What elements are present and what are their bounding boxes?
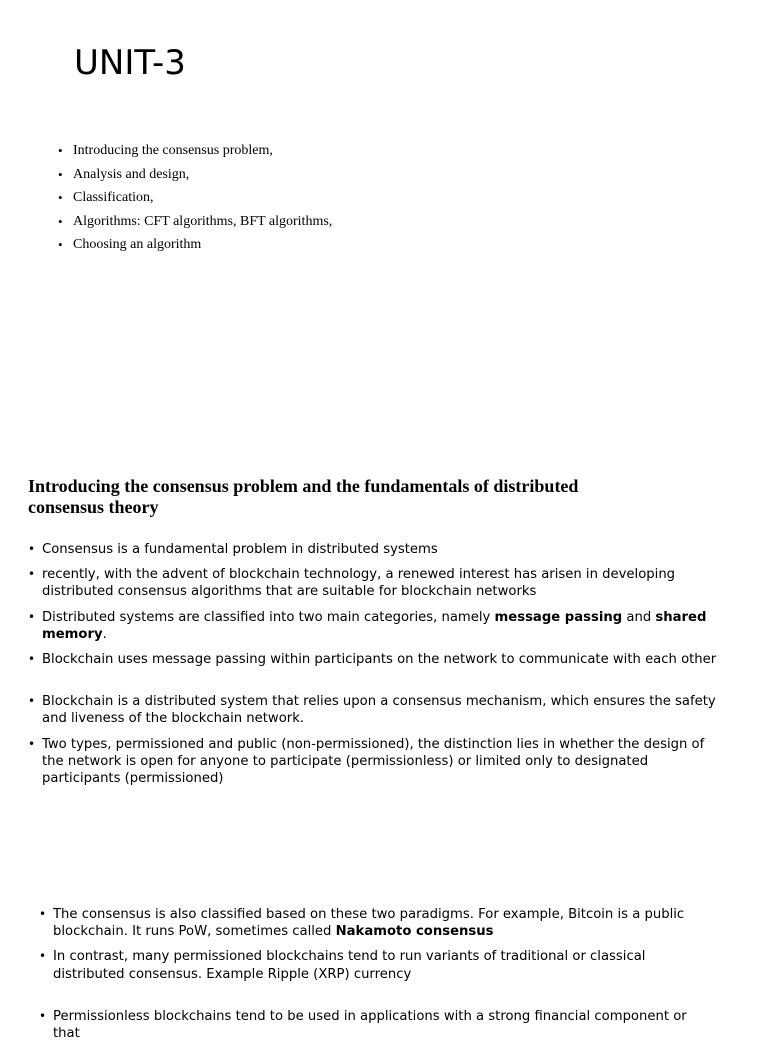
bold-term: shared memory [42, 609, 707, 642]
bullet-text: Blockchain is a distributed system that relies upon a consensus mechanism, which ensures the safety and liveness of the blockchain network. [42, 694, 716, 727]
list-item [28, 651, 723, 668]
bold-term: Nakamoto consensus [335, 924, 494, 940]
bullet-text-pre: Distributed systems are classified into two main categories, namely [42, 609, 495, 625]
bullet-icon: • [28, 542, 36, 556]
list-item [39, 906, 714, 940]
consensus-bullets [28, 541, 723, 795]
list-item [58, 163, 458, 187]
section-heading: Introducing the consensus problem and the fundamentals of distributed consensus theory [28, 476, 579, 517]
bullet-icon: • [39, 907, 47, 921]
list-item [28, 566, 723, 600]
bullet-icon: • [28, 736, 36, 751]
list-item [28, 693, 723, 727]
bullet-text: recently, with the advent of blockchain technology, a renewed interest has arisen in developing distributed consensus algorithms that are suitable for blockchain networks [42, 567, 676, 600]
bullet-icon: • [39, 1008, 47, 1023]
topic-text: Analysis and design, [73, 166, 190, 182]
bullet-icon: • [58, 237, 63, 253]
bullet-text: Two types, permissioned and public (non-permissioned), the distinction lies in whether the design of the network is open for anyone to participate (permissionless) or limited only to designated participants (permissioned) [42, 736, 705, 787]
list-item [58, 233, 458, 257]
bullet-icon: • [28, 652, 36, 667]
bullet-icon: • [58, 190, 63, 206]
list-item [58, 210, 458, 234]
list-item [28, 541, 723, 558]
list-item [28, 736, 723, 788]
classification-bullets [39, 906, 714, 1050]
bullet-icon: • [28, 694, 36, 709]
topic-text: Classification, [73, 190, 154, 206]
bullet-icon: • [58, 213, 63, 229]
bullet-text: Blockchain uses message passing within participants on the network to communicate with each other [42, 652, 717, 668]
bullet-text: In contrast, many permissioned blockchains tend to run variants of traditional or classical distributed consensus. Example Ripple (XRP) currency [53, 949, 646, 982]
topics-list [58, 139, 458, 257]
list-item [39, 948, 714, 982]
bullet-text: Consensus is a fundamental problem in distributed systems [42, 542, 438, 557]
list-item [58, 186, 458, 210]
bullet-text-post: . [102, 626, 107, 642]
bold-term: message passing [494, 609, 623, 625]
list-item [28, 609, 723, 643]
list-item [58, 139, 458, 163]
bullet-icon: • [58, 166, 63, 182]
bullet-icon: • [39, 949, 47, 964]
page-title: UNIT-3 [74, 43, 186, 83]
bullet-icon: • [28, 567, 36, 582]
bullet-text-pre: The consensus is also classified based on these two paradigms. For example, Bitcoin is a public blockchain. It runs PoW, sometimes called [53, 907, 685, 940]
topic-text: Introducing the consensus problem, [73, 143, 273, 158]
bullet-icon: • [28, 609, 36, 624]
list-item [39, 1008, 714, 1042]
topic-text: Algorithms: CFT algorithms, BFT algorithms, [73, 213, 333, 229]
bullet-text-mid: and [622, 609, 656, 625]
topic-text: Choosing an algorithm [73, 237, 202, 253]
bullet-text: Permissionless blockchains tend to be used in applications with a strong financial component or that [53, 1008, 687, 1042]
bullet-icon: • [58, 143, 63, 158]
